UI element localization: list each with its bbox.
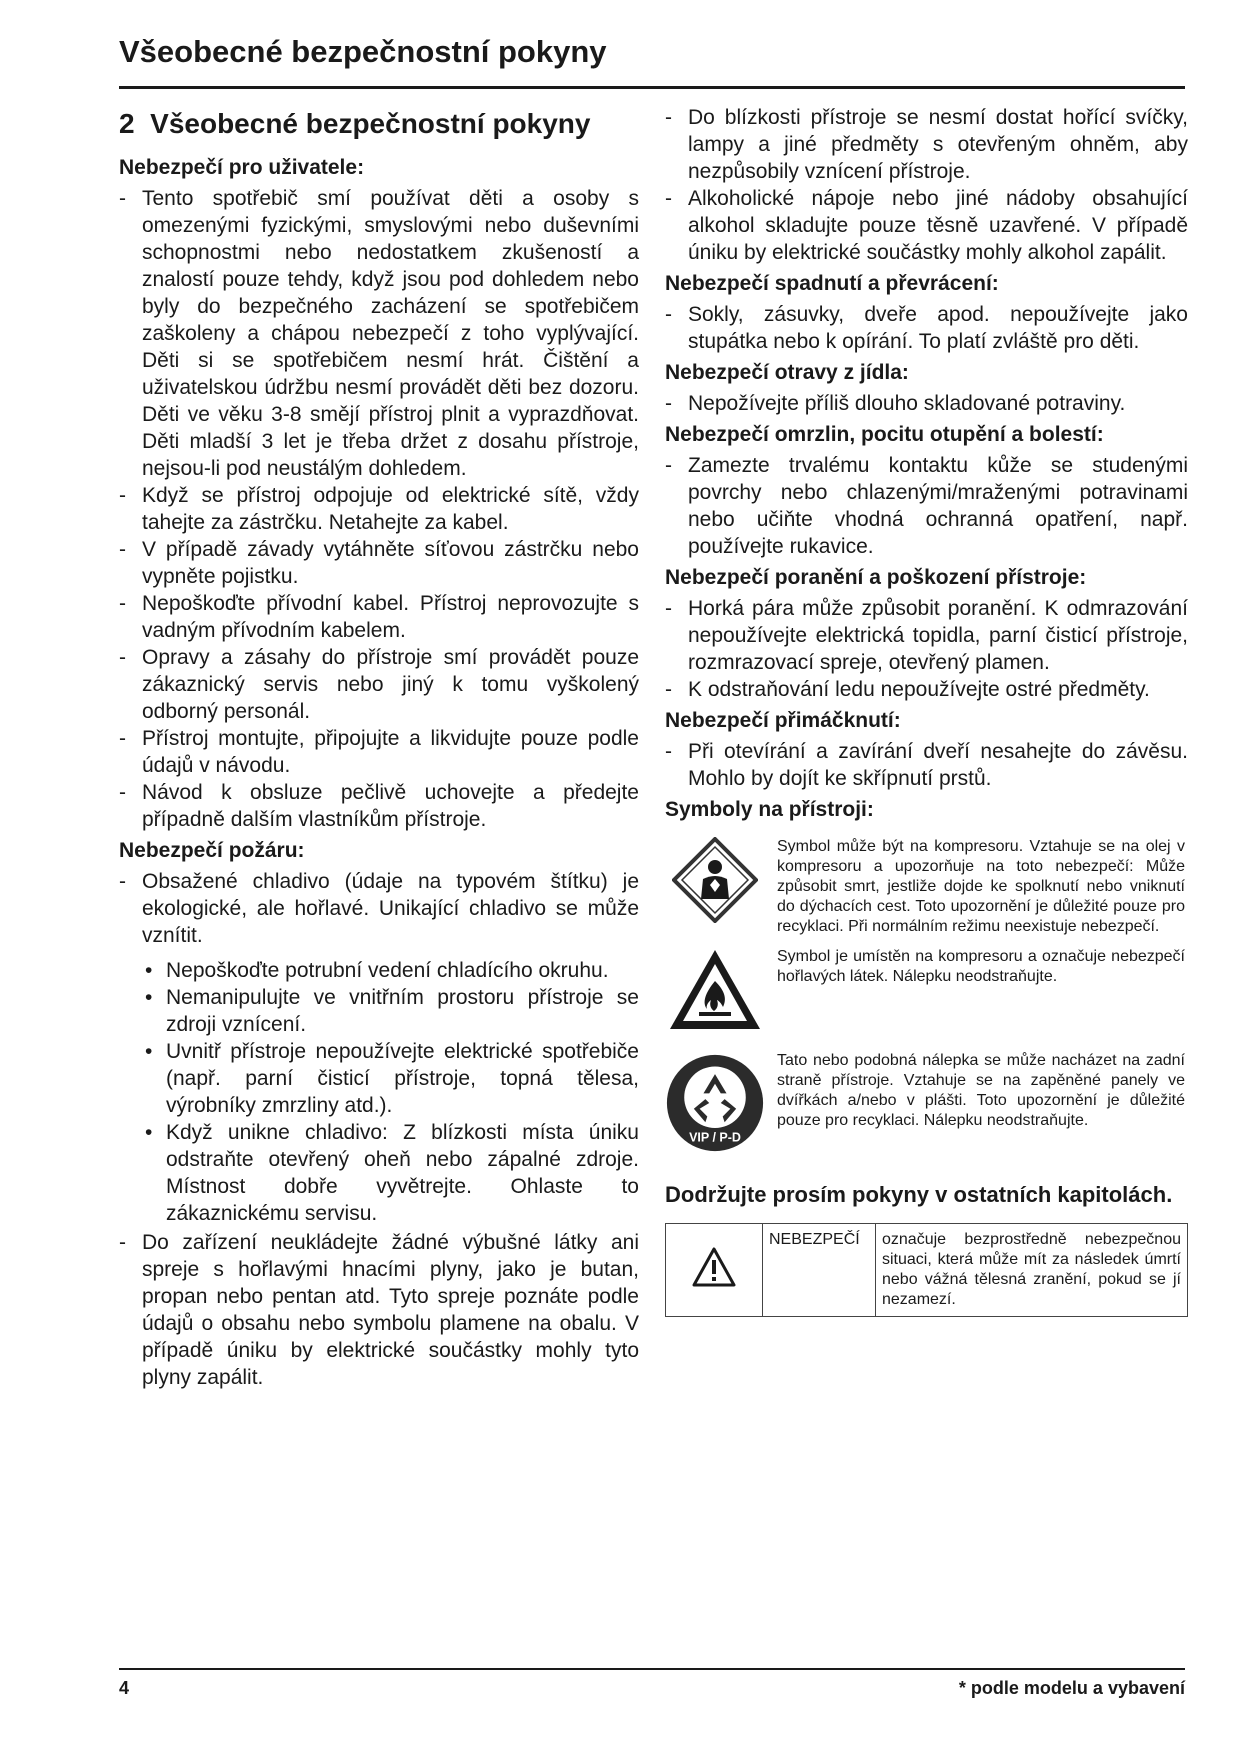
- section-heading-crushing: Nebezpečí přimáčknutí:: [665, 709, 901, 732]
- list-item: - Sokly, zásuvky, dveře apod. nepoužívejte jako stupátka nebo k opírání. To platí zvláště pro děti.: [665, 301, 1188, 355]
- health-hazard-icon: [665, 837, 765, 937]
- fire-bullet-list: [142, 957, 639, 1227]
- list-item: - V případě závady vytáhněte síťovou zástrčku nebo vypněte pojistku.: [119, 536, 639, 590]
- footer-divider: [119, 1668, 1185, 1670]
- section-heading-user-danger: Nebezpečí pro uživatele:: [119, 156, 365, 179]
- section-heading-tipping-danger: Nebezpečí spadnutí a převrácení:: [665, 272, 999, 295]
- symbol-row-flammable: [665, 947, 1188, 1033]
- user-danger-list: [119, 185, 639, 833]
- chapter-number: 2: [119, 108, 135, 139]
- right-column: [665, 104, 1188, 1317]
- tipping-danger-list: [665, 301, 1188, 355]
- list-item: - Tento spotřebič smí používat děti a osoby s omezenými fyzickými, smyslovými nebo duševními schopnostmi nebo nedostatkem zkušeností a znalostí pouze tehdy, když jsou pod dohledem nebo byly do bezpečného zacházení se spotřebičem zaškoleny a chápou nebezpečí z toho vyplývající. Děti si se spotřebičem nesmí hrát. Čištění a uživatelskou údržbu nesmí provádět děti bez dozoru. Děti ve věku 3-8 smějí přístroj plnit a vyprazdňovat. Děti mladší 3 let je třeba držet z dosahu přístroje, nejsou-li pod neustálým dohledem.: [119, 185, 639, 482]
- list-item: - Do blízkosti přístroje se nesmí dostat hořící svíčky, lampy a jiné předměty s otevřeným ohněm, aby nezpůsobily vznícení přístroje.: [665, 104, 1188, 185]
- list-item: - Návod k obsluze pečlivě uchovejte a předejte případně dalším vlastníkům přístroje.: [119, 779, 639, 833]
- list-item: - Nepožívejte příliš dlouho skladované potraviny.: [665, 390, 1188, 417]
- warning-triangle-cell: [666, 1224, 763, 1317]
- list-item: - Opravy a zásahy do přístroje smí provádět pouze zákaznický servis nebo jiný k tomu vyškolený odborný personál.: [119, 644, 639, 725]
- symbol-row-recycle: [665, 1051, 1188, 1155]
- fire-danger-list: [119, 868, 639, 1391]
- section-heading-food-poisoning: Nebezpečí otravy z jídla:: [665, 361, 909, 384]
- list-item: - Přístroj montujte, připojujte a likvidujte pouze podle údajů v návodu.: [119, 725, 639, 779]
- recycle-label-text: VIP / P-D: [689, 1130, 741, 1145]
- list-item: - Alkoholické nápoje nebo jiné nádoby obsahující alkohol skladujte pouze těsně uzavřené. V případě úniku by elektrické součástky mohly alkohol zapálit.: [665, 185, 1188, 266]
- section-heading-symbols: Symboly na přístroji:: [665, 798, 874, 821]
- list-item: - K odstraňování ledu nepoužívejte ostré předměty.: [665, 676, 1188, 703]
- flammable-warning-text: Symbol je umístěn na kompresoru a označuje nebezpečí hořlavých látek. Nálepku neodstraňujte.: [777, 948, 1185, 985]
- list-item: - Nepoškoďte přívodní kabel. Přístroj neprovozujte s vadným přívodním kabelem.: [119, 590, 639, 644]
- bullet-item: • Když unikne chladivo: Z blízkosti místa úniku odstraňte otevřený oheň nebo zápalné zdroje. Místnost dobře vyvětrejte. Ohlaste to zákaznickému servisu.: [142, 1119, 639, 1227]
- list-item: - Při otevírání a zavírání dveří nesahejte do závěsu. Mohlo by dojít ke skřípnutí prstů.: [665, 738, 1188, 792]
- list-item: [119, 868, 639, 1227]
- recycle-label-description: Tato nebo podobná nálepka se může nacházet na zadní straně přístroje. Vztahuje se na zapěněné panely ve dvířkách a/nebo v plášti. Toto upozornění je důležité pouze pro recyklaci. Nálepku neodstraňujte.: [777, 1052, 1185, 1129]
- list-item-text: Obsažené chladivo (údaje na typovém štítku) je ekologické, ale hořlavé. Unikající chladivo se může vznítit.: [142, 870, 639, 947]
- section-heading-fire-danger: Nebezpečí požáru:: [119, 839, 305, 862]
- other-chapters-note: Dodržujte prosím pokyny v ostatních kapitolách.: [665, 1182, 1173, 1207]
- footer-note: * podle modelu a vybavení: [958, 1678, 1185, 1698]
- injury-damage-list: [665, 595, 1188, 703]
- warning-triangle-icon: [691, 1275, 737, 1292]
- list-item: - Když se přístroj odpojuje od elektrické sítě, vždy tahejte za zástrčku. Netahejte za kabel.: [119, 482, 639, 536]
- flammable-warning-icon: [665, 947, 765, 1033]
- recycle-label-icon: [665, 1051, 765, 1155]
- page-header-title: Všeobecné bezpečnostní pokyny: [119, 34, 607, 69]
- section-heading-frostbite: Nebezpečí omrzlin, pocitu otupění a bolestí:: [665, 423, 1104, 446]
- symbol-row-health: [665, 837, 1188, 937]
- header-divider: [119, 86, 1185, 89]
- section-heading-injury-damage: Nebezpečí poranění a poškození přístroje:: [665, 566, 1087, 589]
- food-poisoning-list: [665, 390, 1188, 417]
- bullet-item: • Nemanipulujte ve vnitřním prostoru přístroje se zdroji vznícení.: [142, 984, 639, 1038]
- danger-label-cell: NEBEZPEČÍ: [763, 1224, 876, 1317]
- danger-definition-table: [665, 1223, 1188, 1317]
- page-number: 4: [119, 1678, 130, 1698]
- table-row: [666, 1224, 1188, 1317]
- left-column: [119, 104, 639, 1391]
- list-item: - Zamezte trvalému kontaktu kůže se studenými povrchy nebo chlazenými/mraženými potravinami nebo učiňte vhodná ochranná opatření, např. používejte rukavice.: [665, 452, 1188, 560]
- health-hazard-text: Symbol může být na kompresoru. Vztahuje se na olej v kompresoru a upozorňuje na toto nebezpečí: Může způsobit smrt, jestliže dojde ke spolknutí nebo vniknutí do dýchacích cest. Toto upozornění je důležité pouze pro recyklaci. Při normálním režimu neexistuje nebezpečí.: [777, 838, 1185, 935]
- chapter-title: [119, 104, 639, 144]
- bullet-item: • Nepoškoďte potrubní vedení chladícího okruhu.: [142, 957, 639, 984]
- crushing-list: [665, 738, 1188, 792]
- danger-description-cell: označuje bezprostředně nebezpečnou situaci, která může mít za následek úmrtí nebo vážná tělesná zranění, pokud se jí nezamezí.: [876, 1224, 1188, 1317]
- chapter-title-text: Všeobecné bezpečnostní pokyny: [150, 108, 591, 139]
- frostbite-list: [665, 452, 1188, 560]
- list-item: - Do zařízení neukládejte žádné výbušné látky ani spreje s hořlavými hnacími plyny, jako je butan, propan nebo pentan atd. Tyto spreje poznáte podle údajů o obsahu nebo symbolu plamene na obalu. V případě úniku by elektrické součástky mohly tyto plyny zapálit.: [119, 1229, 639, 1391]
- fire-danger-list-continued: [665, 104, 1188, 266]
- list-item: - Horká pára může způsobit poranění. K odmrazování nepoužívejte elektrická topidla, parní čisticí přístroje, rozmrazovací spreje, otevřený plamen.: [665, 595, 1188, 676]
- bullet-item: • Uvnitř přístroje nepoužívejte elektrické spotřebiče (např. parní čisticí přístroje, topná tělesa, výrobníky zmrzliny atd.).: [142, 1038, 639, 1119]
